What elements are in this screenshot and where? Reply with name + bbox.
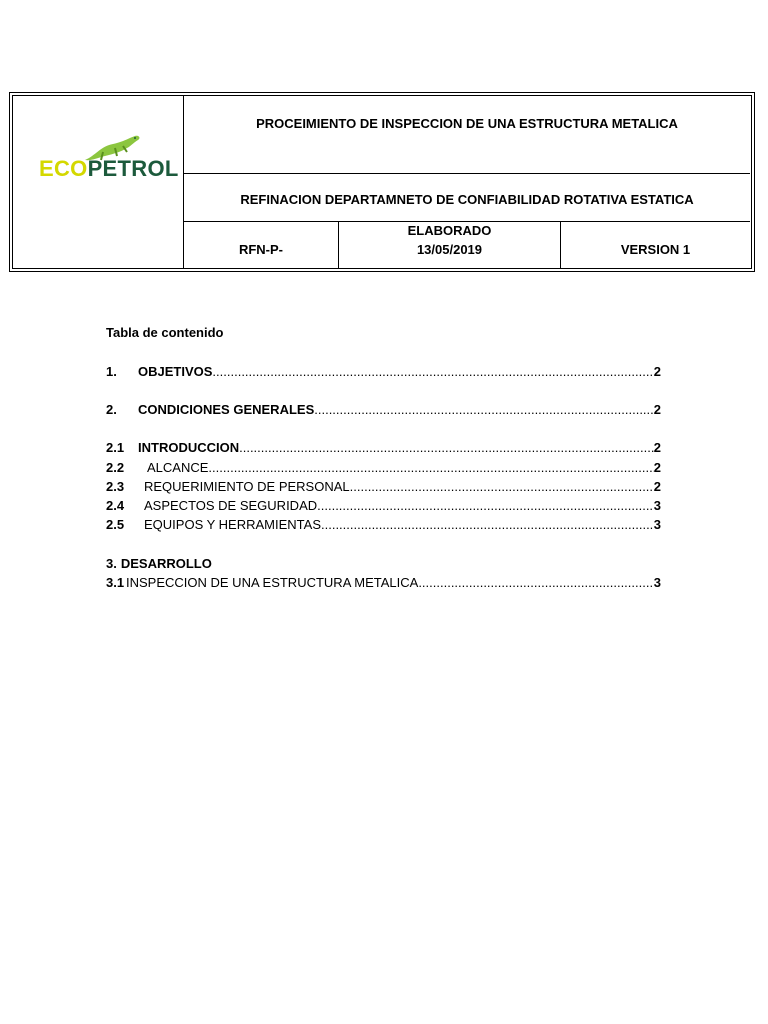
toc-leader-dots	[350, 479, 654, 494]
toc-item[interactable]	[106, 460, 661, 478]
toc-leader-dots	[314, 402, 654, 417]
info-row	[184, 222, 750, 268]
toc-item-page: 3	[653, 517, 661, 532]
toc-item-number: 2.	[106, 402, 117, 417]
toc-item-number: 3.	[106, 556, 117, 571]
code-cell	[184, 222, 339, 268]
document-version: VERSION 1	[620, 242, 691, 257]
toc-leader-dots	[321, 517, 654, 532]
elaborado-cell	[339, 222, 561, 268]
elaborado-date: 13/05/2019	[416, 242, 483, 257]
logo-petrol: PETROL	[87, 156, 179, 181]
toc-leader-dots	[239, 440, 654, 455]
toc-item[interactable]	[106, 498, 661, 516]
logo-cell	[13, 96, 184, 268]
toc-item-page: 2	[653, 364, 661, 379]
ecopetrol-logo	[39, 134, 179, 186]
logo-eco: ECO	[39, 156, 88, 181]
toc-item[interactable]	[106, 479, 661, 497]
toc-item[interactable]	[106, 402, 661, 420]
department-row	[184, 174, 750, 222]
toc-item-label: ALCANCE	[147, 460, 209, 475]
toc-item-label: OBJETIVOS	[138, 364, 213, 379]
toc-title: Tabla de contenido	[106, 325, 224, 340]
toc-item-page: 2	[653, 402, 661, 417]
toc-item-page: 2	[653, 460, 661, 475]
toc-item-page: 3	[653, 575, 661, 590]
department-title: REFINACION DEPARTAMNETO DE CONFIABILIDAD ROTATIVA ESTATICA	[240, 192, 694, 207]
toc-leader-dots	[212, 364, 653, 379]
toc-item[interactable]	[106, 575, 661, 593]
toc-item-label: EQUIPOS Y HERRAMIENTAS	[144, 517, 321, 532]
toc-leader-dots	[418, 575, 653, 590]
toc-item-number: 1.	[106, 364, 117, 379]
title-row	[184, 96, 750, 174]
toc-leader-dots	[317, 498, 654, 513]
toc-item-number: 2.2	[106, 460, 125, 475]
toc-item-label: INTRODUCCION	[138, 440, 240, 455]
toc-item-number: 3.1	[106, 575, 125, 590]
toc-leader-dots	[208, 460, 653, 475]
elaborado-label: ELABORADO	[407, 223, 492, 238]
document-title: PROCEIMIENTO DE INSPECCION DE UNA ESTRUCTURA METALICA	[256, 116, 678, 131]
toc-item-number: 2.5	[106, 517, 125, 532]
toc-item[interactable]	[106, 440, 661, 458]
toc-item-label: CONDICIONES GENERALES	[138, 402, 315, 417]
toc-item-label: INSPECCION DE UNA ESTRUCTURA METALICA	[126, 575, 419, 590]
toc-item-page: 2	[653, 479, 661, 494]
toc-item-label: DESARROLLO	[120, 556, 212, 571]
toc-item-page: 2	[653, 440, 661, 455]
toc-item-page: 3	[653, 498, 661, 513]
document-header	[9, 92, 755, 272]
toc-item-number: 2.4	[106, 498, 125, 513]
toc-item-number: 2.3	[106, 479, 125, 494]
toc-item-label: ASPECTOS DE SEGURIDAD	[144, 498, 318, 513]
toc-item[interactable]	[106, 517, 661, 535]
toc-item-number: 2.1	[106, 440, 125, 455]
toc-section-heading[interactable]	[106, 556, 661, 574]
toc-item[interactable]	[106, 364, 661, 382]
logo-text	[39, 156, 179, 182]
document-code: RFN-P-	[238, 242, 284, 257]
toc-item-label: REQUERIMIENTO DE PERSONAL	[144, 479, 350, 494]
version-cell	[561, 222, 750, 268]
